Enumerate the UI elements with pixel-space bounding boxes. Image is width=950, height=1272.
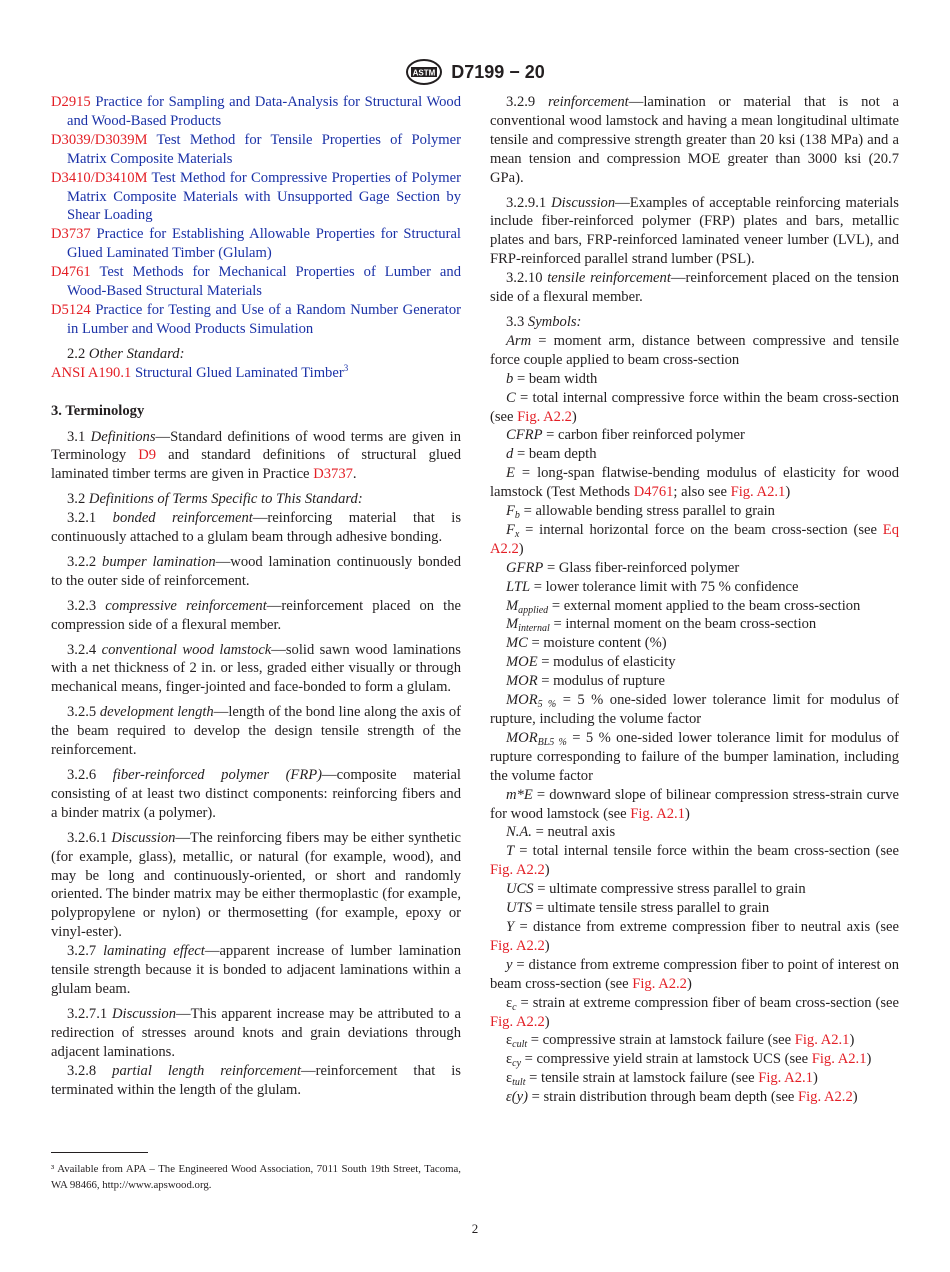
link-d3737[interactable]: D3737: [313, 466, 353, 483]
symbol-c: C = total internal compressive force within the beam cross-section (see Fig. A2.2): [490, 389, 899, 425]
symbol-mc: MC = moisture content (%): [506, 635, 667, 652]
reference-item: [51, 225, 461, 263]
symbol-ucs: UCS = ultimate compressive stress parallel to grain: [506, 881, 806, 898]
link-d4761[interactable]: D4761: [633, 484, 674, 501]
right-column: [490, 93, 899, 1107]
symbol-m-internal: $M_{internal}$ = internal moment on the beam cross-section: [506, 616, 817, 635]
section-heading-terminology: 3. Terminology: [51, 402, 145, 419]
astm-logo-icon: [405, 58, 443, 86]
symbol-arm: Arm = moment arm, distance between compressive and tensile force couple applied to beam cross-section: [490, 332, 899, 368]
ref-code-link[interactable]: D3410/D3410M: [51, 169, 148, 186]
discussion-3-2-6-1: 3.2.6.1 Discussion—The reinforcing fibers may be either synthetic (for example, glass), metallic, or natural (for example, wood), and may be long and continuously-oriented, or short and randomly oriented. The binder matrix may be either thermoplastic (for example, polypropylene or nylon) or thermosetting (for example, epoxy or vinyl-ester).: [51, 829, 461, 941]
symbol-m-applied: $M_{applied}$ = external moment applied to the beam cross-section: [506, 597, 861, 616]
discussion-3-2-9-1: 3.2.9.1 Discussion—Examples of acceptable reinforcing materials include fiber-reinforced polymer (FRP) plates and bars, metallic plates and bars, FRP-reinforced laminated veneer lumber (LVL), and FRP-reinforced parallel strand lumber (PSL).: [490, 194, 899, 268]
ref-code-link[interactable]: D3039/D3039M: [51, 131, 148, 148]
symbol-epsilon-c: $\varepsilon_c$ = strain at extreme compression fiber of beam cross-section (see Fig. A2.2): [490, 994, 899, 1030]
ref-title-link[interactable]: Test Methods for Mechanical Properties of Lumber and Wood-Based Structural Materials: [67, 264, 462, 300]
reference-item: [51, 301, 461, 339]
link-fig-a2-2[interactable]: Fig. A2.2: [490, 862, 545, 879]
paragraph-3-1: 3.1 Definitions—Standard definitions of wood terms are given in Terminology D9 and standard definitions of structural glued laminated timber terms are given in Practice D3737.: [51, 428, 462, 483]
symbol-cfrp: CFRP = carbon fiber reinforced polymer: [506, 427, 745, 444]
symbol-moe: MOE = modulus of elasticity: [506, 654, 676, 671]
symbol-epsilon-cy: $\varepsilon_{cy}$ = compressive yield strain at lamstock UCS (see Fig. A2.1): [506, 1051, 872, 1070]
link-fig-a2-2[interactable]: Fig. A2.2: [490, 937, 545, 954]
link-fig-a2-1[interactable]: Fig. A2.1: [758, 1070, 813, 1087]
ref-code-link[interactable]: D5124: [51, 301, 91, 318]
symbol-fb: $F_b$ = allowable bending stress parallel to grain: [506, 503, 775, 522]
definition-3-2-8: 3.2.8 partial length reinforcement—reinforcement that is terminated within the length of the glulam.: [51, 1062, 461, 1098]
svg-text:ASTM: ASTM: [412, 68, 436, 78]
symbol-ltl: LTL = lower tolerance limit with 75 % confidence: [506, 578, 799, 595]
link-fig-a2-2[interactable]: Fig. A2.2: [517, 408, 572, 425]
ansi-title-link[interactable]: Structural Glued Laminated Timber$^3$: [134, 362, 349, 381]
definition-3-2-10: 3.2.10 tensile reinforcement—reinforcement placed on the tension side of a flexural member.: [490, 270, 899, 306]
ref-title-link[interactable]: Practice for Testing and Use of a Random Number Generator in Lumber and Wood Products Simulation: [67, 301, 461, 337]
link-fig-a2-2[interactable]: Fig. A2.2: [632, 975, 687, 992]
symbol-y-lower: y = distance from extreme compression fiber to point of interest on beam cross-section (see Fig. A2.2): [490, 956, 899, 992]
discussion-3-2-7-1: 3.2.7.1 Discussion—This apparent increase may be attributed to a redirection of stresses around knots and grain deviations through adjacent laminations.: [51, 1005, 461, 1060]
symbol-me: m*E = downward slope of bilinear compression stress-strain curve for wood lamstock (see Fig. A2.1): [490, 786, 899, 822]
symbol-uts: UTS = ultimate tensile stress parallel to grain: [506, 900, 770, 917]
ansi-code-link[interactable]: ANSI A190.1: [51, 364, 132, 381]
ref-title-link[interactable]: Practice for Sampling and Data-Analysis for Structural Wood and Wood-Based Products: [67, 94, 461, 129]
symbol-t: T = total internal tensile force within the beam cross-section (see Fig. A2.2): [490, 843, 899, 879]
left-column: [51, 93, 461, 1099]
definition-3-2-2: 3.2.2 bumper lamination—wood lamination continuously bonded to the outer side of reinforcement.: [51, 553, 462, 589]
link-fig-a2-1[interactable]: Fig. A2.1: [794, 1032, 850, 1049]
ref-code-link[interactable]: D3737: [51, 226, 91, 243]
ref-code-link[interactable]: D4761: [51, 264, 91, 281]
ref-title-link[interactable]: Practice for Establishing Allowable Properties for Structural Glued Laminated Timber (Glulam): [67, 226, 461, 262]
reference-item: [51, 263, 461, 301]
link-eq-a2-2[interactable]: Eq A2.2: [490, 521, 899, 557]
definition-3-2-4: 3.2.4 conventional wood lamstock—solid sawn wood laminations with a net thickness of 2 in. or less, graded either visually or through mechanical means, finger-jointed and face-bonded to form a glulam.: [51, 641, 461, 696]
ref-title-link[interactable]: Test Method for Tensile Properties of Polymer Matrix Composite Materials: [67, 131, 461, 167]
symbol-e: E = long-span flatwise-bending modulus of elasticity for wood lamstock (Test Methods D4761; also see Fig. A2.1): [490, 465, 899, 501]
symbol-y-upper: Y = distance from extreme compression fiber to neutral axis (see Fig. A2.2): [490, 918, 899, 954]
definition-3-2-7: 3.2.7 laminating effect—apparent increase of lumber lamination tensile strength because it is bonded to adjacent laminations within a glulam beam.: [51, 943, 461, 997]
link-fig-a2-2[interactable]: Fig. A2.2: [490, 1013, 545, 1030]
footnote: ³ Available from APA – The Engineered Wood Association, 7011 South 19th Street, Tacoma, WA 98466, http://www.apswood.org.: [51, 1163, 461, 1191]
symbol-d: d = beam depth: [506, 446, 597, 463]
symbol-epsilon-tult: $\varepsilon_{tult}$ = tensile strain at lamstock failure (see Fig. A2.1): [506, 1070, 818, 1089]
reference-list: [51, 93, 461, 339]
definition-3-2-6: 3.2.6 fiber-reinforced polymer (FRP)—composite material consisting of at least two distinct components: reinforcing fibers and a binder matrix (a polymer).: [51, 767, 461, 821]
symbol-epsilon-y: ε(y) = strain distribution through beam depth (see Fig. A2.2): [506, 1089, 858, 1106]
symbol-b: b = beam width: [506, 370, 598, 387]
page-number: 2: [471, 1221, 479, 1236]
ref-code-link[interactable]: D2915: [51, 94, 91, 110]
symbol-fx: $F_x$ = internal horizontal force on the beam cross-section (see Eq A2.2): [490, 521, 899, 557]
ref-title-link[interactable]: Test Method for Compressive Properties of Polymer Matrix Composite Materials with Unsupported Gage Section by Shear Loading: [67, 169, 461, 224]
definition-3-2-1: 3.2.1 bonded reinforcement—reinforcing material that is continuously attached to a glulam beam through adhesive bonding.: [51, 510, 462, 546]
link-fig-a2-2[interactable]: Fig. A2.2: [798, 1089, 853, 1106]
symbols-heading: 3.3 Symbols:: [506, 313, 582, 330]
symbol-epsilon-cult: $\varepsilon_{cult}$ = compressive strain at lamstock failure (see Fig. A2.1): [506, 1032, 855, 1051]
symbol-na: N.A. = neutral axis: [506, 824, 616, 841]
standard-designation: D7199 − 20: [451, 61, 545, 82]
link-fig-a2-1[interactable]: Fig. A2.1: [630, 805, 685, 822]
symbol-morbl5: $MOR_{BL5 \%} = 5$ % one-sided lower tolerance limit for modulus of rupture corresponding to failure of the bumper lamination, including the volume factor: [490, 729, 899, 784]
ansi-reference: [51, 364, 461, 383]
other-standard-heading: 2.2 Other Standard:: [67, 345, 185, 362]
definition-3-2-5: 3.2.5 development length—length of the bond line along the axis of the beam required to develop the design tensile strength of the reinforcement.: [51, 704, 462, 759]
link-fig-a2-1[interactable]: Fig. A2.1: [811, 1051, 867, 1068]
definition-3-2-3: 3.2.3 compressive reinforcement—reinforcement placed on the compression side of a flexural member.: [51, 597, 461, 633]
reference-item: [51, 93, 461, 131]
paragraph-3-2: 3.2 Definitions of Terms Specific to This Standard:: [67, 491, 363, 508]
reference-item: [51, 131, 461, 169]
footnote-divider: [51, 1152, 148, 1153]
symbol-mor: MOR = modulus of rupture: [506, 673, 666, 690]
definition-3-2-9: 3.2.9 reinforcement—lamination or material that is not a conventional wood lamstock and having a mean longitudinal ultimate tensile and compressive strength greater than 20 ksi (138 MPa) and a mean tension and compression MOE greater than 3000 ksi (20.7 GPa).: [490, 94, 899, 186]
reference-item: [51, 169, 461, 226]
page-header: [0, 58, 950, 86]
symbol-mor5: $MOR_{5 \%} = 5$ % one-sided lower tolerance limit for modulus of rupture, including the volume factor: [490, 692, 899, 727]
link-d9[interactable]: D9: [138, 447, 157, 464]
symbol-gfrp: GFRP = Glass fiber-reinforced polymer: [506, 559, 740, 576]
link-fig-a2-1[interactable]: Fig. A2.1: [730, 484, 786, 501]
